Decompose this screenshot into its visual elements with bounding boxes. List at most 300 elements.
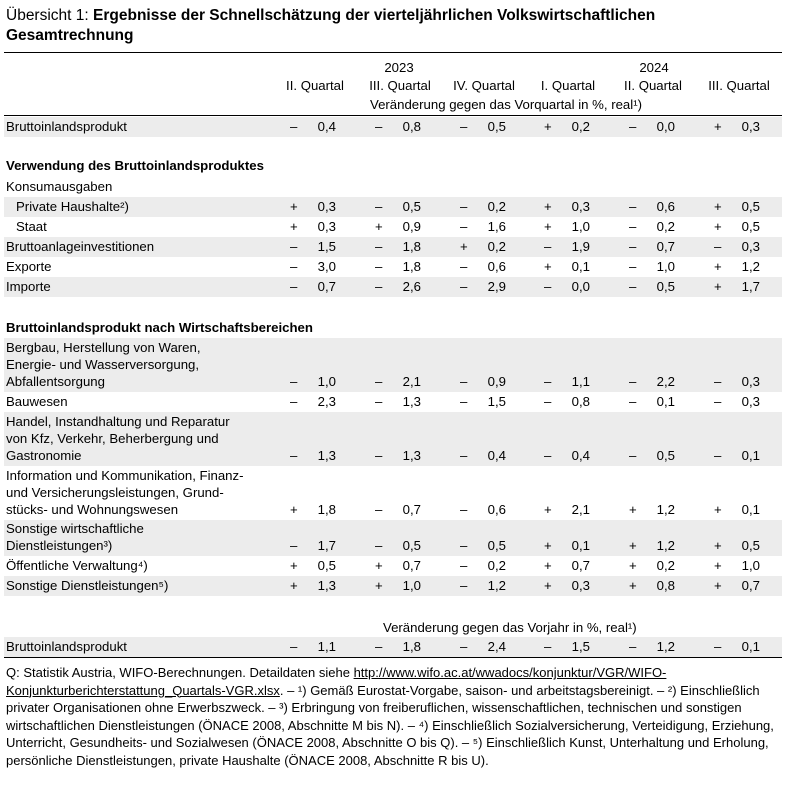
value-number: 0,5: [402, 538, 421, 553]
value-number: 0,6: [656, 199, 675, 214]
value-sign: –: [375, 639, 383, 654]
value-sign: –: [629, 279, 637, 294]
value-number: 1,5: [487, 394, 506, 409]
value-sign: –: [714, 448, 722, 463]
value-sign: +: [375, 578, 383, 593]
value-cell: [460, 258, 520, 275]
row-label: Sonstige Dienstleistungen⁵): [6, 578, 169, 593]
value-number: 1,8: [402, 639, 421, 654]
value-sign: –: [544, 394, 552, 409]
value-cell: [544, 501, 604, 518]
value-cell: [290, 537, 350, 554]
value-cell: [375, 258, 435, 275]
value-number: 1,7: [741, 279, 760, 294]
table-row: [4, 520, 782, 556]
value-number: 0,3: [317, 199, 336, 214]
value-sign: +: [714, 558, 722, 573]
row-label: Exporte: [6, 259, 52, 274]
row-label: Sonstige wirtschaftliche Dienstleistungen³): [6, 521, 144, 553]
data-link[interactable]: http://www.wifo.ac.at/wwadocs/konjunktur/VGR/WIFO-Konjunkturberichterstattung_Quartals-VGR.xlsx: [6, 665, 667, 698]
value-number: 1,3: [402, 448, 421, 463]
value-number: 1,0: [402, 578, 421, 593]
value-number: 0,7: [571, 558, 590, 573]
value-number: 1,8: [317, 502, 336, 517]
value-sign: –: [290, 394, 298, 409]
row-label: Konsumausgaben: [6, 179, 113, 194]
value-number: 0,3: [741, 374, 760, 389]
value-sign: –: [375, 502, 383, 517]
value-cell: [629, 218, 689, 235]
value-cell: [375, 537, 435, 554]
row-label: Importe: [6, 279, 51, 294]
value-sign: –: [290, 119, 298, 134]
value-cell: [544, 373, 604, 390]
value-number: 1,2: [656, 502, 675, 517]
value-number: 0,1: [571, 259, 590, 274]
value-number: 0,2: [487, 558, 506, 573]
row-label: Bergbau, Herstellung von Waren, Energie- und Wasserversorgung, Abfallentsorgung: [6, 340, 201, 389]
value-sign: +: [290, 578, 298, 593]
value-sign: +: [714, 279, 722, 294]
table-row: [4, 318, 782, 338]
row-label: Bruttoanlageinvestitionen: [6, 239, 155, 254]
value-cell: [629, 447, 689, 464]
value-sign: –: [375, 374, 383, 389]
value-number: 0,2: [656, 558, 675, 573]
value-cell: [290, 447, 350, 464]
value-cell: [714, 577, 774, 594]
value-cell: [290, 258, 350, 275]
value-cell: [544, 537, 604, 554]
value-sign: –: [290, 639, 298, 654]
value-cell: [544, 218, 604, 235]
value-number: 1,1: [571, 374, 590, 389]
value-number: 1,8: [402, 239, 421, 254]
value-sign: +: [714, 502, 722, 517]
value-sign: +: [290, 502, 298, 517]
value-sign: –: [544, 448, 552, 463]
value-number: 0,7: [402, 558, 421, 573]
value-number: 0,8: [656, 578, 675, 593]
value-number: 0,2: [571, 119, 590, 134]
value-number: 2,9: [487, 279, 506, 294]
value-cell: [375, 447, 435, 464]
quarter-header-2: III. Quartal: [369, 78, 431, 93]
value-number: 0,5: [317, 558, 336, 573]
value-cell: [714, 638, 774, 655]
quarter-header-1: II. Quartal: [286, 78, 344, 93]
value-number: 1,3: [317, 448, 336, 463]
table-row: [4, 156, 782, 176]
value-cell: [460, 373, 520, 390]
value-sign: +: [544, 538, 552, 553]
value-number: 2,1: [402, 374, 421, 389]
value-cell: [460, 218, 520, 235]
top-rule: [4, 52, 782, 53]
value-sign: –: [460, 448, 468, 463]
value-number: 0,8: [402, 119, 421, 134]
table-row: [4, 197, 782, 217]
value-sign: +: [544, 199, 552, 214]
table-row: [4, 117, 782, 137]
value-cell: [544, 447, 604, 464]
table-row: [4, 257, 782, 277]
value-sign: –: [290, 259, 298, 274]
table-title: [6, 6, 776, 46]
title-text: Ergebnisse der Schnellschätzung der vierteljährlichen Volkswirtschaftlichen Gesamtrechnung: [6, 7, 656, 44]
year-2023-header: 2023: [384, 60, 414, 75]
value-sign: +: [544, 502, 552, 517]
value-sign: –: [714, 394, 722, 409]
row-label: Bruttoinlandsprodukt: [6, 639, 127, 654]
value-cell: [544, 638, 604, 655]
row-label: Private Haushalte²): [16, 199, 129, 214]
value-sign: +: [714, 259, 722, 274]
value-cell: [375, 218, 435, 235]
value-number: 0,5: [741, 219, 760, 234]
value-number: 0,4: [571, 448, 590, 463]
bottom-rule: [4, 657, 782, 658]
value-cell: [714, 537, 774, 554]
value-cell: [290, 393, 350, 410]
value-number: 0,4: [487, 448, 506, 463]
value-number: 0,2: [656, 219, 675, 234]
value-cell: [544, 393, 604, 410]
row-label: Öffentliche Verwaltung⁴): [6, 558, 148, 573]
value-number: 0,0: [656, 119, 675, 134]
table-row: [4, 392, 782, 412]
value-sign: –: [544, 639, 552, 654]
value-cell: [375, 501, 435, 518]
value-cell: [460, 447, 520, 464]
table-row: [4, 217, 782, 237]
value-number: 1,2: [741, 259, 760, 274]
value-sign: –: [629, 219, 637, 234]
value-cell: [375, 557, 435, 574]
value-cell: [290, 118, 350, 135]
value-number: 0,7: [741, 578, 760, 593]
value-sign: +: [629, 578, 637, 593]
unit-line-qoq: Veränderung gegen das Vorquartal in %, real¹): [370, 97, 642, 112]
value-cell: [629, 557, 689, 574]
table-row: [4, 338, 782, 392]
value-sign: –: [375, 279, 383, 294]
value-cell: [714, 258, 774, 275]
value-cell: [714, 278, 774, 295]
value-sign: –: [460, 279, 468, 294]
value-sign: –: [290, 448, 298, 463]
value-sign: +: [544, 219, 552, 234]
value-sign: –: [460, 259, 468, 274]
table-row: [4, 637, 782, 657]
value-sign: –: [375, 259, 383, 274]
value-number: 1,9: [571, 239, 590, 254]
footnote-text: . – ¹) Gemäß Eurostat-Vorgabe, saison- und arbeitstagsbereinigt. – ²) Einschließlich privater Organisationen ohne Erwerbszweck. – ³) Erbringung von freiberuflichen, wissenschaftlichen, technischen und sonstigen wirtschaftlichen Dienstleistungen (ÖNACE 2008, Abschnitte M bis N). – ⁴) Einschließlich Sozialversicherung, Verteidigung, Erziehung, Unterricht, Gesundheits- und Sozialwesen (ÖNACE 2008, Abschnitte O bis Q). – ⁵) Einschließlich Kunst, Unterhaltung und Erholung, persönliche Dienstleistungen, private Haushalte (ÖNACE 2008, Abschnitte R bis U).: [6, 682, 774, 768]
value-cell: [460, 118, 520, 135]
value-sign: –: [375, 239, 383, 254]
value-sign: +: [629, 558, 637, 573]
value-cell: [375, 393, 435, 410]
value-sign: –: [290, 239, 298, 254]
value-cell: [629, 577, 689, 594]
value-number: 1,7: [317, 538, 336, 553]
value-number: 0,1: [741, 639, 760, 654]
value-sign: +: [290, 219, 298, 234]
year-2024-header: 2024: [639, 60, 669, 75]
value-cell: [544, 278, 604, 295]
value-sign: –: [460, 199, 468, 214]
value-number: 0,3: [741, 394, 760, 409]
value-cell: [290, 198, 350, 215]
value-cell: [290, 238, 350, 255]
value-number: 1,5: [571, 639, 590, 654]
value-cell: [375, 238, 435, 255]
value-sign: –: [460, 374, 468, 389]
value-number: 1,2: [656, 639, 675, 654]
value-number: 0,3: [741, 119, 760, 134]
value-number: 0,5: [741, 199, 760, 214]
value-number: 1,8: [402, 259, 421, 274]
value-cell: [714, 118, 774, 135]
value-cell: [460, 198, 520, 215]
value-cell: [629, 501, 689, 518]
value-cell: [714, 238, 774, 255]
value-number: 0,6: [487, 259, 506, 274]
value-number: 1,3: [317, 578, 336, 593]
value-number: 0,1: [741, 502, 760, 517]
value-number: 0,0: [571, 279, 590, 294]
value-cell: [290, 501, 350, 518]
value-sign: +: [544, 259, 552, 274]
value-number: 2,1: [571, 502, 590, 517]
value-number: 0,5: [741, 538, 760, 553]
value-sign: –: [629, 259, 637, 274]
value-cell: [375, 638, 435, 655]
value-sign: –: [544, 239, 552, 254]
value-sign: –: [460, 639, 468, 654]
value-number: 1,2: [656, 538, 675, 553]
value-sign: –: [290, 374, 298, 389]
value-sign: –: [629, 199, 637, 214]
value-sign: +: [544, 558, 552, 573]
value-sign: +: [714, 538, 722, 553]
value-number: 1,0: [571, 219, 590, 234]
table-row: [4, 237, 782, 257]
value-cell: [460, 501, 520, 518]
value-sign: +: [375, 558, 383, 573]
value-cell: [629, 373, 689, 390]
value-cell: [290, 218, 350, 235]
value-cell: [290, 278, 350, 295]
quarter-header-5: II. Quartal: [624, 78, 682, 93]
value-number: 0,3: [571, 578, 590, 593]
row-label: Bruttoinlandsprodukt: [6, 119, 127, 134]
value-number: 2,4: [487, 639, 506, 654]
value-sign: –: [629, 639, 637, 654]
table-row: [4, 466, 782, 520]
value-cell: [629, 537, 689, 554]
value-cell: [544, 198, 604, 215]
value-number: 0,5: [656, 448, 675, 463]
value-sign: –: [375, 394, 383, 409]
header-rule: [4, 115, 782, 116]
value-sign: –: [714, 639, 722, 654]
value-number: 1,1: [317, 639, 336, 654]
value-sign: –: [714, 239, 722, 254]
value-number: 1,0: [317, 374, 336, 389]
value-sign: –: [375, 199, 383, 214]
value-cell: [629, 198, 689, 215]
value-sign: +: [714, 219, 722, 234]
value-sign: –: [460, 578, 468, 593]
value-cell: [629, 118, 689, 135]
value-sign: +: [714, 119, 722, 134]
value-sign: –: [629, 394, 637, 409]
unit-line-yoy: Veränderung gegen das Vorjahr in %, real¹): [383, 620, 637, 635]
value-cell: [460, 557, 520, 574]
value-cell: [629, 258, 689, 275]
value-number: 0,1: [571, 538, 590, 553]
value-cell: [460, 577, 520, 594]
value-number: 2,3: [317, 394, 336, 409]
value-number: 0,7: [317, 279, 336, 294]
value-cell: [629, 638, 689, 655]
value-sign: +: [290, 558, 298, 573]
value-sign: –: [460, 394, 468, 409]
value-number: 1,6: [487, 219, 506, 234]
quarter-header-6: III. Quartal: [708, 78, 770, 93]
value-number: 0,2: [487, 199, 506, 214]
value-number: 3,0: [317, 259, 336, 274]
footnotes: [6, 664, 782, 769]
row-label: Bruttoinlandsprodukt nach Wirtschaftsbereichen: [6, 320, 313, 335]
value-cell: [544, 577, 604, 594]
value-number: 0,3: [741, 239, 760, 254]
value-number: 2,2: [656, 374, 675, 389]
value-sign: +: [714, 578, 722, 593]
value-cell: [290, 557, 350, 574]
value-cell: [714, 501, 774, 518]
value-cell: [375, 577, 435, 594]
value-cell: [544, 118, 604, 135]
value-cell: [290, 373, 350, 390]
value-cell: [714, 198, 774, 215]
value-cell: [460, 537, 520, 554]
row-label: Handel, Instandhaltung und Reparatur von Kfz, Verkehr, Beherbergung und Gastronomie: [6, 414, 230, 463]
value-sign: –: [544, 279, 552, 294]
value-sign: +: [629, 502, 637, 517]
value-sign: –: [629, 239, 637, 254]
value-cell: [544, 258, 604, 275]
table-row: [4, 277, 782, 297]
value-number: 0,2: [487, 239, 506, 254]
value-sign: –: [375, 119, 383, 134]
value-sign: –: [629, 119, 637, 134]
value-number: 0,5: [656, 279, 675, 294]
value-number: 1,0: [656, 259, 675, 274]
value-number: 0,7: [656, 239, 675, 254]
value-cell: [460, 278, 520, 295]
table-row: [4, 576, 782, 596]
value-number: 0,5: [402, 199, 421, 214]
value-number: 0,9: [402, 219, 421, 234]
value-cell: [544, 238, 604, 255]
value-cell: [714, 218, 774, 235]
value-sign: +: [544, 119, 552, 134]
value-cell: [375, 198, 435, 215]
value-number: 0,5: [487, 119, 506, 134]
value-number: 0,9: [487, 374, 506, 389]
value-number: 0,8: [571, 394, 590, 409]
value-cell: [460, 238, 520, 255]
value-cell: [375, 118, 435, 135]
value-sign: +: [629, 538, 637, 553]
value-number: 0,1: [741, 448, 760, 463]
value-sign: –: [544, 374, 552, 389]
value-cell: [460, 638, 520, 655]
value-sign: +: [290, 199, 298, 214]
value-number: 0,1: [656, 394, 675, 409]
value-number: 0,7: [402, 502, 421, 517]
value-sign: +: [460, 239, 468, 254]
value-cell: [629, 238, 689, 255]
value-sign: –: [460, 119, 468, 134]
value-sign: –: [375, 448, 383, 463]
quarter-header-4: I. Quartal: [540, 78, 596, 93]
value-sign: –: [375, 538, 383, 553]
value-number: 1,2: [487, 578, 506, 593]
value-sign: –: [460, 538, 468, 553]
value-number: 0,5: [487, 538, 506, 553]
source-text: Q: Statistik Austria, WIFO-Berechnungen. Detaildaten siehe: [6, 665, 354, 680]
value-cell: [714, 373, 774, 390]
row-label: Information und Kommunikation, Finanz- und Versicherungsleistungen, Grund- stücks- und Wohnungswesen: [6, 468, 244, 517]
row-label: Bauwesen: [6, 394, 68, 409]
table-row: [4, 177, 782, 197]
value-sign: –: [460, 502, 468, 517]
value-number: 0,3: [571, 199, 590, 214]
value-number: 0,6: [487, 502, 506, 517]
value-cell: [290, 577, 350, 594]
row-label: Staat: [16, 219, 47, 234]
value-cell: [714, 447, 774, 464]
value-cell: [714, 393, 774, 410]
value-sign: +: [714, 199, 722, 214]
value-sign: –: [629, 374, 637, 389]
value-number: 1,3: [402, 394, 421, 409]
value-number: 1,5: [317, 239, 336, 254]
value-number: 1,0: [741, 558, 760, 573]
value-cell: [629, 393, 689, 410]
value-sign: +: [544, 578, 552, 593]
value-cell: [544, 557, 604, 574]
value-cell: [375, 278, 435, 295]
title-prefix: Übersicht 1:: [6, 7, 94, 24]
value-sign: –: [290, 538, 298, 553]
value-cell: [460, 393, 520, 410]
value-sign: –: [629, 448, 637, 463]
value-sign: +: [375, 219, 383, 234]
value-sign: –: [714, 374, 722, 389]
value-sign: –: [460, 219, 468, 234]
value-number: 0,3: [317, 219, 336, 234]
row-label: Verwendung des Bruttoinlandsproduktes: [6, 158, 264, 173]
quarter-header-3: IV. Quartal: [453, 78, 515, 93]
value-cell: [290, 638, 350, 655]
table-row: [4, 556, 782, 576]
value-sign: –: [290, 279, 298, 294]
value-cell: [375, 373, 435, 390]
